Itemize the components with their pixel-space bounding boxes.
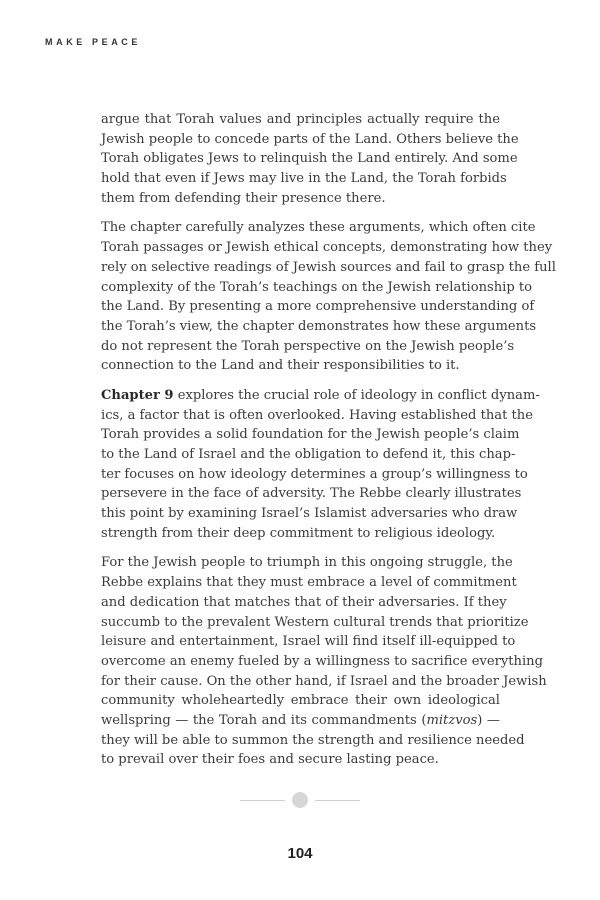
paragraph	[101, 110, 519, 208]
text-line	[101, 278, 533, 298]
text-line	[101, 445, 516, 465]
running-header-title: MAKE PEACE	[45, 37, 142, 47]
text-line	[101, 386, 540, 406]
text-segment: the Land. By presenting a more comprehensive understanding of	[101, 299, 535, 315]
text-line	[101, 356, 500, 376]
text-line	[101, 632, 516, 652]
text-line	[101, 238, 553, 258]
text-line	[101, 652, 543, 672]
text-line	[101, 711, 500, 731]
page-number: 104	[287, 845, 313, 862]
text-segment: to the Land of Israel and the obligation to defend it, this chap-	[101, 447, 516, 462]
text-segment: Torah passages or Jewish ethical concepts, demonstrating how they	[101, 240, 553, 256]
paragraph	[101, 218, 556, 376]
text-line	[101, 258, 556, 278]
text-line	[101, 691, 500, 711]
text-segment: complexity of the Torah’s teachings on the Jewish relationship to	[101, 279, 533, 295]
ornament-rule-left	[240, 800, 285, 801]
text-segment: for their cause. On the other hand, if Israel and the broader Jewish	[101, 673, 547, 689]
text-line	[101, 169, 507, 189]
text-line	[101, 573, 517, 593]
text-line	[101, 484, 522, 504]
text-line	[101, 110, 500, 130]
body-text	[101, 110, 556, 780]
text-segment: they will be able to summon the strength and resilience needed	[101, 732, 525, 748]
text-line	[101, 218, 536, 238]
text-line	[101, 130, 519, 150]
text-segment: For the Jewish people to triumph in this ongoing struggle, the	[101, 555, 513, 571]
text-segment: community wholeheartedly embrace their own ideological	[101, 693, 500, 709]
text-line	[101, 613, 529, 633]
text-line	[101, 593, 507, 613]
text-segment: ) —	[477, 712, 500, 728]
text-line	[101, 297, 535, 317]
text-segment: The chapter carefully analyzes these arguments, which often cite	[101, 220, 536, 236]
text-segment: connection to the Land and their responsibilities to it.	[101, 358, 460, 374]
text-line	[101, 553, 513, 573]
text-segment: ter focuses on how ideology determines a group’s willingness to	[101, 466, 528, 482]
text-segment: succumb to the prevalent Western cultural trends that prioritize	[101, 614, 529, 630]
paragraph	[101, 553, 547, 770]
text-line	[101, 406, 533, 426]
text-segment: and dedication that matches that of their adversaries. If they	[101, 594, 507, 610]
text-segment: them from defending their presence there.	[101, 190, 386, 206]
ornament-dot-icon	[292, 792, 308, 808]
text-segment: wellspring — the Torah and its commandments (	[101, 712, 427, 728]
ornament-rule-right	[315, 800, 360, 801]
text-segment: to prevail over their foes and secure lasting peace.	[101, 752, 439, 768]
text-line	[101, 317, 537, 337]
text-segment: ics, a factor that is often overlooked. Having established that the	[101, 407, 533, 423]
paragraph	[101, 386, 540, 544]
text-line	[101, 189, 500, 209]
text-segment: persevere in the face of adversity. The Rebbe clearly illustrates	[101, 486, 522, 502]
text-segment: rely on selective readings of Jewish sources and fail to grasp the full	[101, 259, 556, 275]
text-segment: leisure and entertainment, Israel will find itself ill-equipped to	[101, 634, 516, 650]
text-line	[101, 504, 518, 524]
text-line	[101, 731, 525, 751]
text-segment: Jewish people to concede parts of the Land. Others believe the	[101, 131, 519, 147]
text-line	[101, 465, 528, 485]
text-segment: this point by examining Israel’s Islamist adversaries who draw	[101, 506, 518, 522]
text-segment: Torah obligates Jews to relinquish the Land entirely. And some	[101, 151, 518, 167]
chapter-reference: Chapter 9	[101, 387, 174, 403]
text-segment: Rebbe explains that they must embrace a level of commitment	[101, 575, 517, 591]
text-line	[101, 337, 515, 357]
text-segment: Torah provides a solid foundation for the Jewish people’s claim	[101, 427, 520, 443]
text-segment: do not represent the Torah perspective on the Jewish people’s	[101, 338, 515, 354]
text-segment: explores the crucial role of ideology in conflict dynam-	[173, 387, 540, 403]
text-segment: the Torah’s view, the chapter demonstrates how these arguments	[101, 318, 537, 334]
text-line	[101, 750, 500, 770]
text-line	[101, 524, 500, 544]
section-ornament	[240, 792, 360, 808]
italic-term: mitzvos	[426, 712, 478, 728]
text-line	[101, 672, 547, 692]
text-segment: argue that Torah values and principles actually require the	[101, 112, 500, 127]
text-segment: hold that even if Jews may live in the Land, the Torah forbids	[101, 171, 507, 187]
text-segment: strength from their deep commitment to religious ideology.	[101, 525, 496, 541]
text-line	[101, 425, 520, 445]
text-line	[101, 149, 518, 169]
text-segment: overcome an enemy fueled by a willingness to sacrifice everything	[101, 653, 543, 669]
